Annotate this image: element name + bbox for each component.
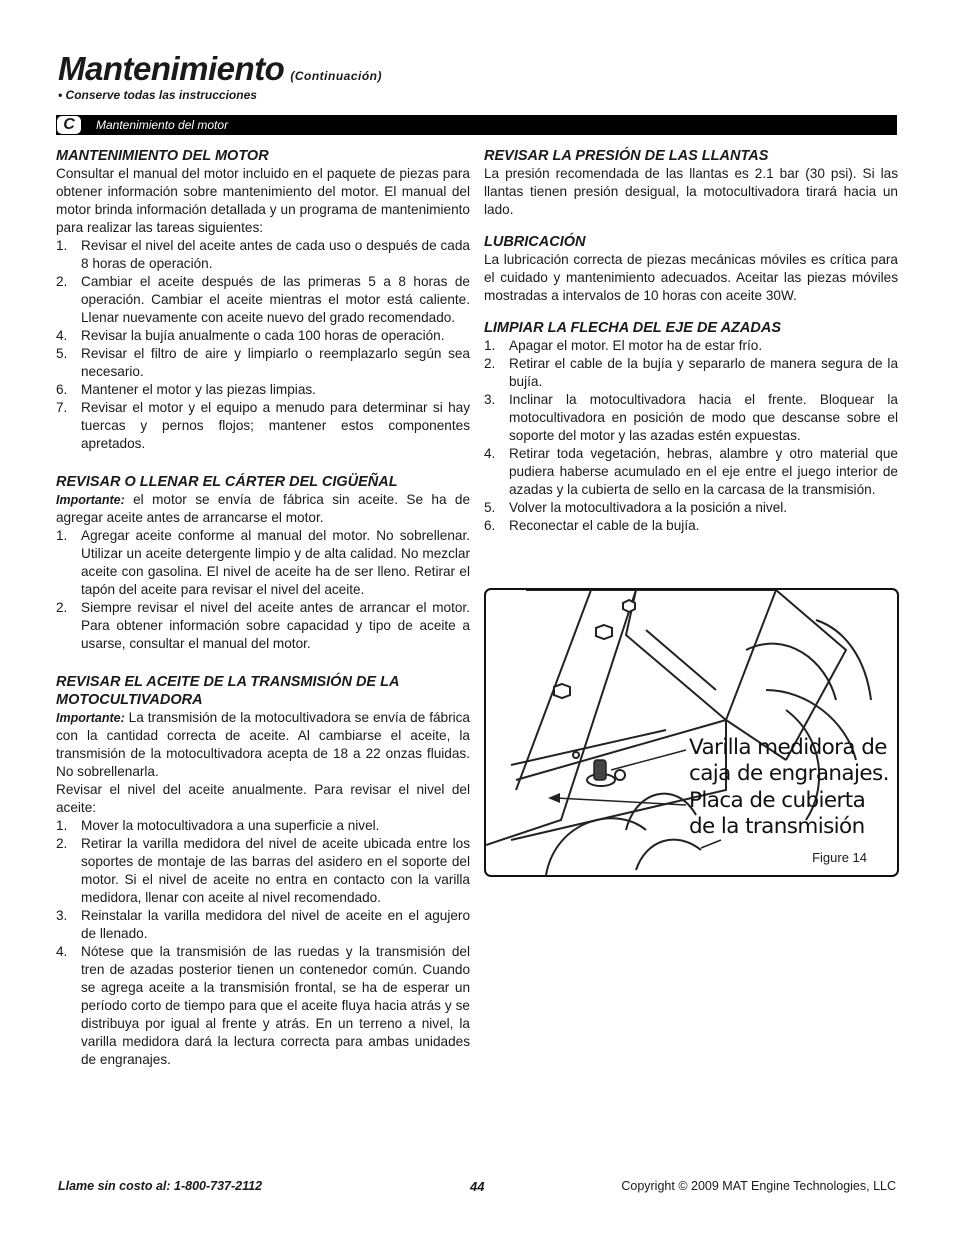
list-item xyxy=(56,599,470,653)
list-number: 4. xyxy=(484,446,496,461)
list-text: Inclinar la motocultivadora hacia el frente. Bloquear la motocultivadora en posición de modo que descanse sobre el soporte del motor y las azadas estén expuestas. xyxy=(509,392,898,443)
list-number: 4. xyxy=(56,328,68,343)
list-text: Retirar toda vegetación, hebras, alambre y otro material que pudiera haberse acumulado en el eje entre el juego interior de azadas y la cubierta de sello en la carcasa de la transmisión. xyxy=(509,446,898,497)
list-number: 5. xyxy=(56,346,68,361)
list-item xyxy=(56,237,470,273)
heading-transmission-oil: REVISAR EL ACEITE DE LA TRANSMISIÓN DE LA MOTOCULTIVADORA xyxy=(56,674,399,708)
list-item xyxy=(56,907,470,943)
heading-lubrication: LUBRICACIÓN xyxy=(484,234,586,250)
list-text: Revisar el nivel del aceite antes de cada uso o después de cada 8 horas de operación. xyxy=(81,238,470,271)
important-label: Importante: xyxy=(56,711,125,725)
list-number: 3. xyxy=(484,392,496,407)
crankcase-important xyxy=(56,491,470,527)
list-item xyxy=(484,337,898,355)
list-item xyxy=(56,345,470,381)
list-text: Revisar el filtro de aire y limpiarlo o reemplazarlo según sea necesario. xyxy=(81,346,470,379)
list-number: 6. xyxy=(56,382,68,397)
list-item xyxy=(484,445,898,499)
list-item xyxy=(56,273,470,327)
list-item xyxy=(56,381,470,399)
engine-maintenance-intro: Consultar el manual del motor incluido en el paquete de piezas para obtener información sobre mantenimiento del motor. El manual del motor brinda información detallada y un programa de mantenimiento para realizar las tareas siguientes: xyxy=(56,166,470,235)
list-item xyxy=(56,327,470,345)
list-text: Revisar el motor y el equipo a menudo para determinar si hay tuercas y pernos flojos; mantener estos componentes apretados. xyxy=(81,400,470,451)
list-number: 6. xyxy=(484,518,496,533)
list-text: Nótese que la transmisión de las ruedas y la transmisión del tren de azadas posterior tienen un contenedor común. Cuando se agrega aceite a la transmisión frontal, se ha de esperar un período corto de tiempo para que el aceite fluya hacia atrás y se distribuya por igual al frente y atrás. En un terreno a nivel, la varilla medidora dará la lectura correcta para ambas unidades de engranajes. xyxy=(81,944,470,1067)
list-text: Reconectar el cable de la bujía. xyxy=(509,518,700,533)
list-text: Reinstalar la varilla medidora del nivel de aceite en el agujero de llenado. xyxy=(81,908,470,941)
list-number: 1. xyxy=(56,528,68,543)
crankcase-list xyxy=(56,527,470,653)
list-text: Retirar la varilla medidora del nivel de aceite ubicada entre los soportes de montaje de las barras del asidero en el soporte del motor. Si el nivel de aceite no entra en contacto con la varilla medidora, llenar con aceite al nivel recomendado. xyxy=(81,836,470,905)
footer-phone: Llame sin costo al: 1-800-737-2112 xyxy=(58,1179,263,1193)
figure-label: Figure 14 xyxy=(812,850,867,865)
cover-plate-callout-line2: de la transmisión xyxy=(689,814,865,839)
list-text: Cambiar el aceite después de las primeras 5 a 8 horas de operación. Cambiar el aceite mientras el motor está caliente. Llenar nuevamente con aceite nuevo del grado recomendado. xyxy=(81,274,470,325)
list-number: 2. xyxy=(484,356,496,371)
heading-crankcase: REVISAR O LLENAR EL CÁRTER DEL CIGÜEÑAL xyxy=(56,474,398,490)
list-number: 4. xyxy=(56,944,68,959)
heading-engine-maintenance: MANTENIMIENTO DEL MOTOR xyxy=(56,148,269,164)
list-item xyxy=(484,517,898,535)
list-item xyxy=(56,835,470,907)
list-number: 2. xyxy=(56,600,68,615)
heading-clean-tine-shaft: LIMPIAR LA FLECHA DEL EJE DE AZADAS xyxy=(484,320,781,336)
heading-tire-pressure: REVISAR LA PRESIÓN DE LAS LLANTAS xyxy=(484,148,769,164)
cover-plate-callout xyxy=(689,788,865,840)
list-text: Retirar el cable de la bujía y separarlo de manera segura de la bujía. xyxy=(509,356,898,389)
cover-plate-callout-line1: Placa de cubierta xyxy=(689,788,866,813)
list-number: 1. xyxy=(484,338,496,353)
list-number: 1. xyxy=(56,818,68,833)
list-text: Mantener el motor y las piezas limpias. xyxy=(81,382,316,397)
list-text: Mover la motocultivadora a una superficie a nivel. xyxy=(81,818,380,833)
list-text: Agregar aceite conforme al manual del motor. No sobrellenar. Utilizar un aceite detergente limpio y de alta calidad. No mezclar aceite con gasolina. El nivel de aceite ha de ser lleno. Retirar el tapón del aceite para revisar el nivel del aceite. xyxy=(81,528,470,597)
list-text: Siempre revisar el nivel del aceite antes de arrancar el motor. Para obtener información sobre capacidad y tipo de aceite a usarse, consultar el manual del motor. xyxy=(81,600,470,651)
list-number: 1. xyxy=(56,238,68,253)
footer-copyright: Copyright © 2009 MAT Engine Technologies, LLC xyxy=(621,1179,896,1193)
list-item xyxy=(56,817,470,835)
continuation-label: (Continuación) xyxy=(290,69,382,83)
list-item xyxy=(56,943,470,1069)
list-number: 5. xyxy=(484,500,496,515)
list-text: Apagar el motor. El motor ha de estar frío. xyxy=(509,338,763,353)
section-label: Mantenimiento del motor xyxy=(96,118,229,132)
list-item xyxy=(56,527,470,599)
page-title-text: Mantenimiento xyxy=(58,50,285,87)
spacer xyxy=(484,219,898,233)
section-bar xyxy=(56,115,897,135)
list-number: 2. xyxy=(56,274,68,289)
page-title xyxy=(58,50,382,88)
list-item xyxy=(484,391,898,445)
transmission-check-text: Revisar el nivel del aceite anualmente. Para revisar el nivel del aceite: xyxy=(56,782,470,815)
important-text: La transmisión de la motocultivadora se envía de fábrica con la cantidad correcta de aceite. Al cambiarse el aceite, la transmisión de la motocultivadora acepta de 18 a 22 onzas fluidas. No sobrellenarla. xyxy=(56,710,470,779)
list-number: 3. xyxy=(56,908,68,923)
page-number: 44 xyxy=(470,1179,485,1194)
section-letter: C xyxy=(56,115,82,135)
list-text: Revisar la bujía anualmente o cada 100 horas de operación. xyxy=(81,328,445,343)
important-label: Importante: xyxy=(56,493,125,507)
spacer xyxy=(484,305,898,319)
figure-14 xyxy=(484,588,899,877)
transmission-important xyxy=(56,709,470,781)
tire-pressure-text: La presión recomendada de las llantas es 2.1 bar (30 psi). Si las llantas tienen presión desigual, la motocultivadora tirará hacia un lado. xyxy=(484,166,898,217)
spacer xyxy=(56,653,470,673)
dipstick-callout-line2: caja de engranajes. xyxy=(689,761,889,786)
list-number: 2. xyxy=(56,836,68,851)
transmission-list xyxy=(56,817,470,1069)
engine-maintenance-list xyxy=(56,237,470,453)
spacer xyxy=(56,453,470,473)
page-subtitle: • Conserve todas las instrucciones xyxy=(58,88,257,102)
right-column xyxy=(484,147,898,535)
important-text: el motor se envía de fábrica sin aceite. Se ha de agregar aceite antes de arrancarse el motor. xyxy=(56,492,470,525)
dipstick-callout xyxy=(689,735,889,787)
left-column xyxy=(56,147,470,1069)
clean-tine-shaft-list xyxy=(484,337,898,535)
dipstick-callout-line1: Varilla medidora de xyxy=(689,735,887,760)
list-text: Volver la motocultivadora a la posición a nivel. xyxy=(509,500,788,515)
list-item xyxy=(484,499,898,517)
list-number: 7. xyxy=(56,400,68,415)
list-item xyxy=(56,399,470,453)
lubrication-text: La lubricación correcta de piezas mecánicas móviles es crítica para el cuidado y mantenimiento adecuados. Aceitar las piezas móviles mostradas a intervalos de 10 horas con aceite 30W. xyxy=(484,252,898,303)
list-item xyxy=(484,355,898,391)
